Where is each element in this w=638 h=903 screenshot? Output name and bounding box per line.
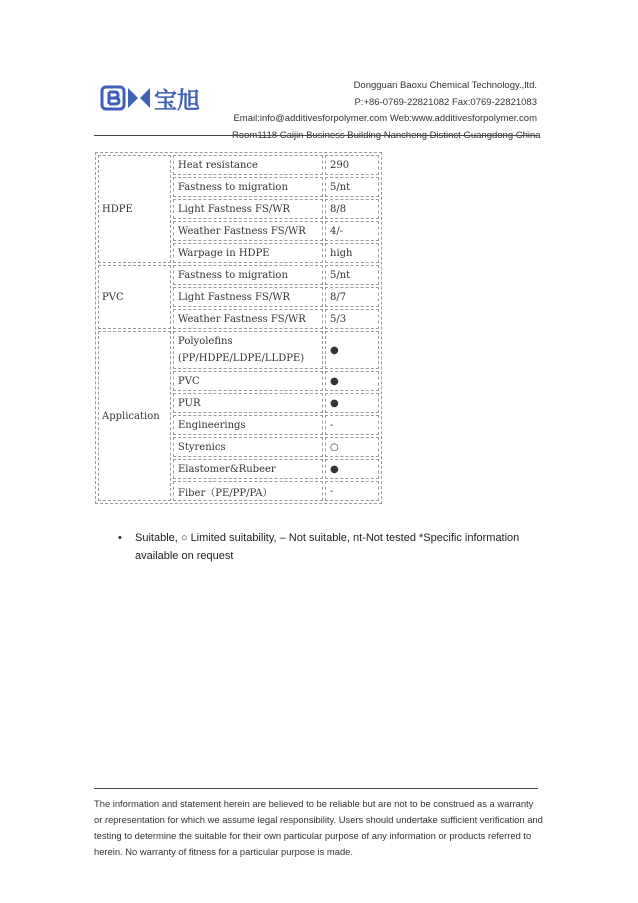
property-cell: Weather Fastness FS/WR (173, 309, 323, 329)
value-cell: ○ (325, 437, 379, 457)
value-cell: ● (325, 331, 379, 369)
value-cell: high (325, 243, 379, 263)
property-cell: Light Fastness FS/WR (173, 287, 323, 307)
table-row (98, 155, 379, 175)
property-cell: Fastness to migration (173, 265, 323, 285)
property-cell: Light Fastness FS/WR (173, 199, 323, 219)
property-cell: Elastomer&Rubeer (173, 459, 323, 479)
property-cell: PVC (173, 371, 323, 391)
disclaimer-text: The information and statement herein are believed to be reliable but are not to be construed as a warranty or representation for which we assume legal responsibility. Users should undertake sufficient verification and testing to determine the suitable for their own particular purpose of any information or products referred to herein. No warranty of fitness for a particular purpose is made. (94, 798, 543, 857)
logo-chinese-text: 宝旭 (154, 88, 200, 114)
property-line: Polyolefins (178, 336, 233, 347)
group-label-application: Application (98, 331, 171, 501)
value-cell: ● (325, 459, 379, 479)
bullet-icon: • (118, 532, 122, 544)
property-cell: Fastness to migration (173, 177, 323, 197)
property-cell: Engineerings (173, 415, 323, 435)
legend-text: Suitable, ○ Limited suitability, – Not suitable, nt-Not tested *Specific information available on request (135, 532, 520, 562)
footer-divider (94, 788, 538, 789)
value-cell: 5/3 (325, 309, 379, 329)
value-cell: 8/8 (325, 199, 379, 219)
value-cell: 290 (325, 155, 379, 175)
property-cell: Weather Fastness FS/WR (173, 221, 323, 241)
value-cell: 4/- (325, 221, 379, 241)
spec-table (95, 152, 382, 504)
property-cell: PUR (173, 393, 323, 413)
property-cell: Heat resistance (173, 155, 323, 175)
value-cell: ● (325, 393, 379, 413)
group-label-hdpe: HDPE (98, 155, 171, 263)
header-divider (94, 135, 538, 136)
company-name: Dongguan Baoxu Chemical Technology.,ltd. (353, 80, 537, 91)
company-address: Room1118 Caijin Business Building Nancheng Distinct Guangdong China (232, 129, 541, 141)
property-cell: Styrenics (173, 437, 323, 457)
table-row (98, 265, 379, 285)
value-cell: ● (325, 371, 379, 391)
group-label-pvc: PVC (98, 265, 171, 329)
value-cell: - (325, 481, 379, 501)
value-cell: 8/7 (325, 287, 379, 307)
email-web: Email:info@additivesforpolymer.com Web:www.additivesforpolymer.com (233, 113, 537, 124)
property-cell (173, 331, 323, 369)
table-row (98, 331, 379, 369)
value-cell: - (325, 415, 379, 435)
phone-fax: P:+86-0769-22821082 Fax:0769-22821083 (354, 96, 537, 108)
value-cell: 5/nt (325, 265, 379, 285)
legend (118, 529, 538, 565)
value-cell: 5/nt (325, 177, 379, 197)
property-cell: Warpage in HDPE (173, 243, 323, 263)
property-line: (PP/HDPE/LDPE/LLDPE) (178, 353, 305, 364)
property-cell: Fiber（PE/PP/PA） (173, 481, 323, 501)
bx-baoxu-logo-icon (100, 84, 210, 114)
